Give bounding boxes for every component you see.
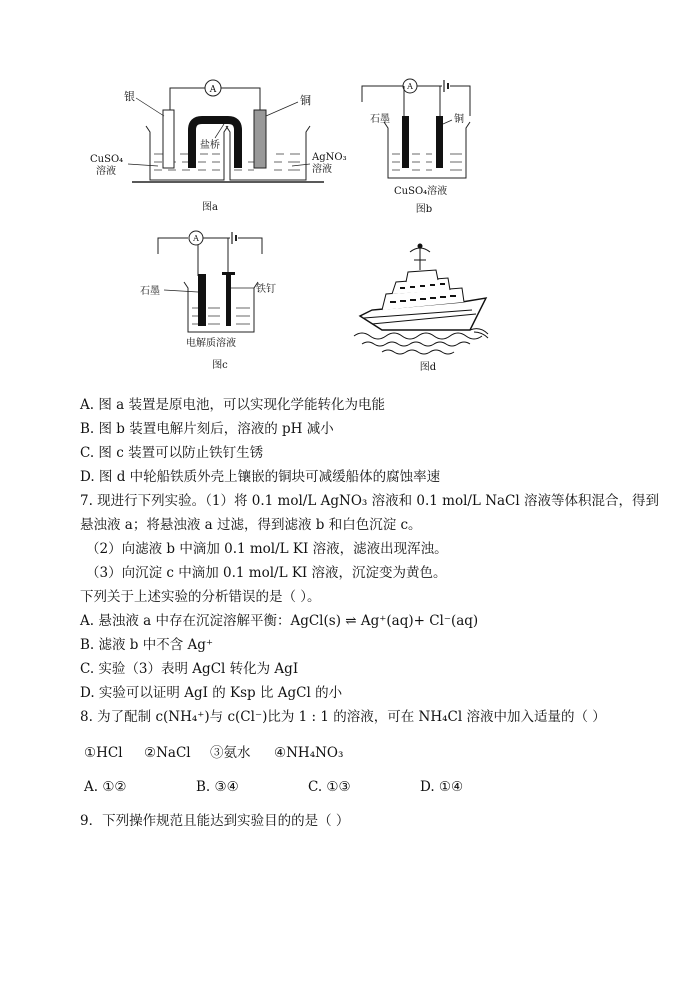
q8-item-3: ③氨水 (210, 745, 251, 761)
caption-figure-c: 图c (212, 360, 228, 371)
q8-item-4: ④NH₄NO₃ (274, 745, 344, 761)
q8-item-2: ②NaCl (144, 745, 191, 761)
q7-line-1: 7. 现进行下列实验。（1）将 0.1 mol/L AgNO₃ 溶液和 0.1 mol/L NaCl 溶液等体积混合，得到 (80, 493, 659, 509)
beaker-c (184, 282, 258, 332)
q6-option-c: C. 图 c 装置可以防止铁钉生锈 (80, 445, 264, 461)
label-cuso4-b: CuSO₄溶液 (394, 186, 448, 197)
q8-items (84, 743, 364, 763)
ammeter-a-label: A (209, 85, 217, 95)
label-copper-b: 铜 (454, 114, 464, 125)
iron-nail (226, 274, 231, 326)
label-iron-nail: 铁钉 (256, 284, 276, 295)
q7-option-a: A. 悬浊液 a 中存在沉淀溶解平衡：AgCl(s) ⇌ Ag⁺(aq)+ Cl⁻(aq) (80, 613, 479, 629)
graphite-electrode-c (198, 274, 206, 326)
figure-c (138, 228, 298, 374)
ammeter-b-label: A (407, 82, 413, 91)
q8-option-d: D. ①④ (420, 779, 464, 795)
q8-item-1: ①HCl (84, 745, 123, 761)
label-agno3: AgNO₃ (312, 152, 347, 163)
label-salt-bridge: 盐桥 (200, 140, 220, 151)
ammeter-c-label: A (193, 234, 199, 243)
q7-option-c: C. 实验（3）表明 AgCl 转化为 AgI (80, 661, 299, 677)
q8-option-a: A. ①② (84, 779, 127, 795)
figure-b (358, 72, 498, 216)
figure-c-drawing (138, 228, 298, 374)
caption-figure-d: 图d (419, 362, 437, 373)
label-left-solution: 溶液 (96, 166, 116, 177)
q7-line-2: 悬浊液 a；将悬浊液 a 过滤，得到滤液 b 和白色沉淀 c。 (80, 517, 422, 533)
label-cuso4: CuSO₄ (90, 154, 124, 165)
q7-option-b: B. 滤液 b 中不含 Ag⁺ (80, 637, 214, 653)
label-silver: 银 (124, 90, 135, 103)
q9-stem: 9．下列操作规范且能达到实验目的的是（ ） (80, 813, 350, 829)
label-graphite-c: 石墨 (140, 286, 160, 297)
caption-figure-b: 图b (415, 204, 433, 215)
q6-option-d: D. 图 d 中轮船铁质外壳上镶嵌的铜块可减缓船体的腐蚀率速 (80, 469, 441, 485)
q8-options (84, 777, 520, 797)
q8-option-b: B. ③④ (196, 779, 239, 795)
q8-stem: 8. 为了配制 c(NH₄⁺)与 c(Cl⁻)比为 1 : 1 的溶液，可在 NH₄Cl 溶液中加入适量的（ ） (80, 709, 606, 725)
q6-option-b: B. 图 b 装置电解片刻后，溶液的 pH 减小 (80, 421, 334, 437)
figure-d (352, 236, 502, 374)
figure-a-drawing (88, 76, 358, 216)
label-graphite-b: 石墨 (370, 114, 390, 125)
label-copper: 铜 (300, 94, 311, 107)
q6-option-a: A. 图 a 装置是原电池，可以实现化学能转化为电能 (80, 397, 385, 413)
graphite-electrode-b (402, 116, 409, 168)
q7-line-3: （2）向滤液 b 中滴加 0.1 mol/L KI 溶液，滤液出现浑浊。 (86, 541, 448, 557)
copper-electrode-b (436, 116, 443, 168)
q7-line-4: （3）向沉淀 c 中滴加 0.1 mol/L KI 溶液，沉淀变为黄色。 (86, 565, 447, 581)
figure-b-drawing (358, 72, 498, 216)
copper-electrode (254, 110, 266, 168)
q7-stem: 下列关于上述实验的分析错误的是（ ）。 (80, 589, 321, 605)
ship-illustration (354, 244, 488, 354)
figure-d-drawing (352, 236, 502, 374)
beaker-left (146, 126, 228, 180)
figure-a (88, 76, 358, 216)
silver-electrode (163, 110, 174, 168)
q8-option-c: C. ①③ (308, 779, 351, 795)
q7-option-d: D. 实验可以证明 AgI 的 Ksp 比 AgCl 的小 (80, 685, 343, 701)
label-electrolyte: 电解质溶液 (186, 338, 236, 349)
caption-figure-a: 图a (202, 202, 218, 213)
label-right-solution: 溶液 (312, 164, 332, 175)
